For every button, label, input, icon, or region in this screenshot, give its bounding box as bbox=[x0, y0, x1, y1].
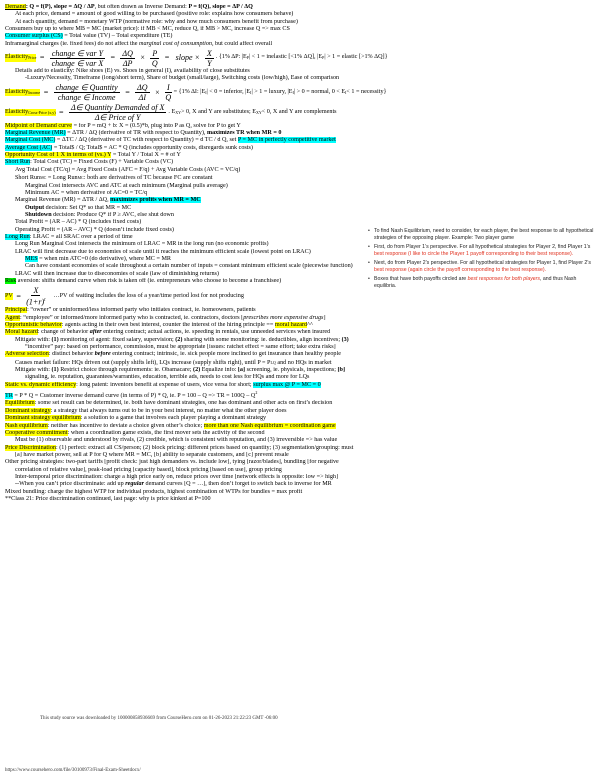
elasticity-cross-formula: Elasticity Cross-Price (x,y) = $\frac{\text{Δ∈ Quantity Demanded of X}}{\text{Δ∈ Price of Y}}$ . E XY > 0, X and Y are substitutes; E XY < 0, X and Y are complements bbox=[5, 103, 337, 123]
demand-line: Demand: Q = f(P), slope = ΔQ / ΔP, but often drawn as Inverse Demand: P = f(Q), slope = ΔP / ΔQ bbox=[5, 4, 253, 10]
average-cost-line: Average Cost (AC) = Total$ / Q; Total$ = AC * Q (includes opportunity costs, disregards sunk costs) bbox=[5, 144, 253, 151]
pv-label: PV bbox=[5, 292, 13, 299]
demand-line-2: At each price, demand = amount of good willing to be purchased (positive role: explains how consumers behave) bbox=[15, 11, 294, 18]
demand-label: Demand bbox=[5, 4, 26, 10]
principal-line: Principal: “owner” or uninformed/less informed party who initiates contract, ie. homeowners, patients bbox=[5, 307, 256, 314]
adverse-selection-line: Adverse selection: distinct behavior before entering contract; intrinsic, ie. sick people more inclined to get insurance than healthy people bbox=[5, 351, 341, 358]
equilibrium-line: Equilibrium: some set result can be determined, ie. both have dominant strategies, one has dominant and other acts on first’s decision bbox=[5, 400, 333, 407]
nash-line: Nash equilibrium: neither has incentive to deviate a choice given other’s choice; more than one Nash equilibrium = coordination game bbox=[5, 422, 336, 429]
demand-line-4: Consumers buy up to where MB = MC (market price): if MB < MC, reduce Q, if MB > MC, increase Q => max CS bbox=[5, 26, 290, 33]
elasticity-price-formula: Elasticity Price = $\frac{\text{change ∈ var Y}}{\text{change ∈ var X}}$ = $\frac{\Delta Q}{\Delta P}$ × $\frac{P}{Q}$ = slope × $\frac{X}{Y}$ . {1% ΔP: |E P | < 1 = inelastic [<1% ΔQ], |E P | > 1 = elastic [>1% ΔQ]} bbox=[5, 48, 388, 68]
elasticity-income-label: Elasticity bbox=[5, 89, 29, 96]
download-notice: This study source was downloaded by 100000858936669 from CourseHero.com on 01-26-2023 21:22:23 GMT -06:00 bbox=[40, 716, 278, 721]
marginal-revenue-line: Marginal Revenue (MR) = ΔTR / ΔQ (derivative of TR with respect to Quantity), maximizes TR when MR = 0 bbox=[5, 130, 282, 137]
sidebar-bullet: • Boxes that have both payoffs circled are best responses for both players, and thus Nash equilibria. bbox=[368, 276, 596, 289]
fraction: $\frac{\text{change ∈ var Y}}{\text{change ∈ var X}}$ bbox=[51, 48, 104, 68]
midpoint-line: Midpoint of Demand curve = for P = mQ + b: X = (0.5)*b, plug into P as Q, solve for P to get Y bbox=[5, 122, 241, 129]
opportunistic-line: Opportunistic behavior: agents acting in their own best interest, counter the interest of the hiring principle == moral hazard^^ bbox=[5, 322, 313, 328]
total-revenue-line: TR = P * Q = Customer inverse demand curve (in terms of P) * Q, ie. P = 100 – Q => TR = $100Q - Q^2$ bbox=[5, 390, 258, 400]
short-run-line: Short Run: Total Cost (TC) = Fixed Costs (F) + Variable Costs (VC) bbox=[5, 159, 173, 166]
sidebar-bullet: • First, do from Player 1’s perspective. For all hypothetical strategies for Player 2, find Player 1’s best response (I like to circle the Player 1 payoff corresponding to their best response). bbox=[368, 244, 596, 257]
cheat-sheet-page: Demand: Q = f(P), slope = ΔQ / ΔP, but often drawn as Inverse Demand: P = f(Q), slope = ΔP / ΔQ At each price, demand = amount of good willing to be purchased (positive role: explains how consumers behave) At each quantity, demand = monetary WTP (normative role: why and how much consumers benefit from purchase) Consumers buy up to where MB = MC (market price): if MB < MC, reduce Q, if MB > MC, increase Q => max CS Consumer surplus (CS) = Total value (TV) – Total expenditure (TE) Inframarginal charges (ie. fixed fees) do not affect the marginal cost of consumption, but could affect overall Elasticity Price = $\frac{\text{change ∈ var Y}}{\text{change ∈ var X}}$ = $\frac{\Delta Q}{\Delta P}$ × $\frac{P}{Q}$ = slope × $\frac{X}{Y}$ . {1% ΔP: |E P | < 1 = inelastic [<1% ΔQ], |E P | > 1 = elastic [>1% ΔQ]} Details add to elasticity: Nike shoes (E) vs. Shoes in general (I), availability of close substitutes -Luxury/Necessity, Timeframe (long/short term), Share of budget (small/large), Switching costs (low/high), Ease of comparison Elasticity Income = $\frac{\text{change ∈ Quantity}}{\text{change ∈ Income}}$ = $\frac{\Delta Q}{\Delta I}$ × $\frac{I}{Q}$ = {1% ΔI: |E I | < 0 = inferior, |E I | > 1 = luxury, |E I | > 0 = normal, 0 < E I < 1 = necessity} Elasticity Cross-Price (x,y) = $\frac{\text{Δ∈ Quantity Demanded of X}}{\text{Δ∈ Price of Y}}$ . E XY > 0, X and Y are substitutes; E XY < 0, X and Y are complements Midpoint of Demand curve = for P = mQ + b: X = (0.5)*b, plug into P as Q, solve for P to get Y Marginal Revenue (MR) = ΔTR / ΔQ (derivative of TR with respect to Quantity), maximizes TR when MR = 0 Marginal Cost (MC) = ΔTC / ΔQ (derivative of TC with respect to Quantity) = d TC / d Q, set P = MC in perfectly competitive market Average Cost (AC) = Total$ / Q; Total$ = AC * Q (includes opportunity costs, disregards sunk costs) Opportunity Cost of 1 X in terms of (vs.) Y = Total Y / Total X = # of Y Short Run: Total Cost (TC) = Fixed Costs (F) + Variable Costs (VC) Avg Total Cost (TC/q) = Avg Fixed Costs (AFC = F/q) + Avg Variable Costs (AVC = VC/q) Short RunMC = Long RunMC: both are derivatives of TC because FC are constant Marginal Cost intersects AVC and ATC at each minimum (Marginal pulls average) Minimum AC = when derivative of AC=0 = TC/q Marginal Revenue (MR) = ΔTR / ΔQ, maximizes profits when MR = MC Output decision: Set Q* so that MR = MC Shutdown decision: Produce Q* if P ≥ AVC, else shut down Total Profit = (AR – AC) * Q (includes fixed costs) Operating Profit = (AR – AVC) * Q (doesn’t include fixed costs) Long Run: LRAC = all SRAC over a period of time Long Run Marginal Cost intersects the minimum of LRAC = MR in the long run (no economic profits) LRAC will first decrease due to economies of scale until it reaches the minimum efficient scale (lowest point on LRAC) MES = when min ATC=0 (do derivative), where MC = MR Can have constant economies of scale throughout a certain number of inputs = constant minimum efficient scale (piecewise function) LRAC will then increase due to diseconomies of scale (law of diminishing returns) Risk aversion: shifts demand curve when risk is taken off (ie. entrepreneurs who choose to become a franchisee) PV = $\frac{X}{(1+r)^t}$ …PV of waiting includes the loss of a year/time period lost for not producing Principal: “owner” or uninformed/less informed party who initiates contract, ie. homeowners, patients Agent: “employee” or informed/more informed party who is contracted, ie. contractors, doctors [prescribes more expensive drugs] Opportunistic behavior: agents acting in their own best interest, counter the interest of the hiring principle == moral hazard^^ Moral hazard: change of behavior after entering contract; actual actions, ie. speeding in rentals, use unneeded services when insured Mitigate with: (1) monitoring of agent: fixed salary, supervision; (2) sharing with some monitoring: ie. deductibles, align incentives; (3) “incentive” pay: based on performance, commission, must be appropriate [issues: ratchet effect = same effort; take extra risks] Adverse selection: distinct behavior before entering contract; intrinsic, ie. sick people more inclined to get insurance than healthy people Causes market failure: HQs driven out (supply shifts left), LQs increase (supply shifts right), until P = PLQ and no HQs in market Mitigate with: (1) Restrict choice through requirements: ie. Obamacare; (2) Equalize info: [a] screening, ie. physicals, inspections; [b] signaling, ie. reputation, guarantees/warranties, education, terrible ads, needs to cost less for HQs and more for LQs Static vs. dynamic efficiency: long patent: inventors benefit at expense of users, vice versa for short; surplus max @ P = MC = 0 TR = P * Q = Customer inverse demand curve (in terms of P) * Q, ie. P = 100 – Q => TR = $100Q - Q^2$ Equilibrium: some set result can be determined, ie. both have dominant strategies, one has dominant and other acts on first’s decision Dominant strategy: a strategy that always turns out to be in your best interest, no matter what the other player does Dominant strategy equilibrium: a solution to a game that involves each player playing a dominant strategy Nash equilibrium: neither has incentive to deviate a choice given other’s choice; more than one Nash equilibrium = coordination game Cooperative commitment: when a coordination game exists, the first mover sets the activity of the second Must be (1) observable and understood by rivals, (2) credible, which is consistent with reputation, and (3) irreversible => has value Price Discrimination: (1) perfect: extract all CS/person; (2) block pricing: different prices based on quantity; (3) segmentation/grouping: must [a] have market power, sell at P for Q where MR = MC, [b] ability to separate customers, and [c] prevent resale Other pricing strategies: two-part tariffs [profit check: just high demanders vs. include low], tying [razor/blades], bundling [for negative correlation of relative value], peak-load pricing [capacity based], block pricing [based on use], group pricing Inter-temporal price discrimination: charge a high price early on, reduce prices over time [network effects is opposite: low => high] --When you can’t price discriminate: add up regular demand curves [Q = …], then don’t forget to switch back to inverse for MR Mixed bundling: charge the highest WTP for individual products, highest combination of WTPs for bundles = max profit **Class 21: Price discrimination continued, last page: why is price kinked at P=100 bbox=[5, 4, 597, 503]
demand-line-3: At each quantity, demand = monetary WTP (normative role: why and how much consumers benefit from purchase) bbox=[15, 18, 298, 25]
elasticity-cross-label: Elasticity bbox=[5, 109, 29, 116]
price-discrimination-line: Price Discrimination: (1) perfect: extract all CS/person; (2) block pricing: different prices based on quantity; (3) segmentation/grouping: must bbox=[5, 444, 354, 451]
source-url[interactable]: https://www.coursehero.com/file/30100973/Final-Exam-Sheetdocx/ bbox=[5, 768, 141, 773]
inframarginal-line: Inframarginal charges (ie. fixed fees) do not affect the marginal cost of consumption, but could affect overall bbox=[5, 40, 273, 47]
static-dynamic-line: Static vs. dynamic efficiency: long patent: inventors benefit at expense of users, vice versa for short; surplus max @ P = MC = 0 bbox=[5, 381, 321, 388]
present-value-formula: PV = $\frac{X}{(1+r)^t}$ …PV of waiting includes the loss of a year/time period lost for not producing bbox=[5, 285, 244, 307]
elasticity-income-formula: Elasticity Income = $\frac{\text{change ∈ Quantity}}{\text{change ∈ Income}}$ = $\frac{\Delta Q}{\Delta I}$ × $\frac{I}{Q}$ = {1% ΔI: |E I | < 0 = inferior, |E I | > 1 = luxury, |E I | > 0 = normal, 0 < E I < 1 = necessity} bbox=[5, 83, 387, 103]
dominant-strategy-line: Dominant strategy: a strategy that always turns out to be in your best interest, no matter what the other player does bbox=[5, 407, 287, 414]
opportunity-cost-line: Opportunity Cost of 1 X in terms of (vs.) Y = Total Y / Total X = # of Y bbox=[5, 152, 181, 159]
consumer-surplus-label: Consumer surplus (CS) bbox=[5, 33, 63, 40]
long-run-line: Long Run: LRAC = all SRAC over a period of time bbox=[5, 233, 133, 240]
cooperative-line: Cooperative commitment: when a coordination game exists, the first mover sets the activity of the second bbox=[5, 429, 265, 436]
sidebar-bullet: • To find Nash Equilibrium, need to consider, for each player, the best response to all hypothetical strategies of the opposing player. Example: Two player game bbox=[368, 228, 596, 241]
nash-sidebar bbox=[368, 228, 596, 292]
elasticity-details-2: -Luxury/Necessity, Timeframe (long/short term), Share of budget (small/large), Switching costs (low/high), Ease of comparison bbox=[25, 75, 340, 82]
agent-line: Agent: “employee” or informed/more informed party who is contracted, ie. contractors, doctors [prescribes more expensive drugs] bbox=[5, 314, 326, 321]
risk-aversion-line: Risk aversion: shifts demand curve when risk is taken off (ie. entrepreneurs who choose to become a franchisee) bbox=[5, 277, 282, 284]
elasticity-details: Details add to elasticity: Nike shoes (E) vs. Shoes in general (I), availability of close substitutes bbox=[15, 68, 250, 75]
elasticity-price-label: Elasticity bbox=[5, 54, 29, 61]
consumer-surplus-line: Consumer surplus (CS) = Total value (TV) – Total expenditure (TE) bbox=[5, 33, 173, 40]
moral-hazard-line: Moral hazard: change of behavior after entering contract; actual actions, ie. speeding in rentals, use unneeded services when insured bbox=[5, 329, 331, 336]
sidebar-bullet: • Next, do from Player 2’s perspective. For all hypothetical strategies for Player 1, find Player 2’s best response (again circle the payoff corresponding to the best response). bbox=[368, 260, 596, 273]
dominant-eq-line: Dominant strategy equilibrium: a solution to a game that involves each player playing a dominant strategy bbox=[5, 415, 267, 422]
marginal-cost-line: Marginal Cost (MC) = ΔTC / ΔQ (derivative of TC with respect to Quantity) = d TC / d Q, set P = MC in perfectly competitive market bbox=[5, 137, 336, 144]
